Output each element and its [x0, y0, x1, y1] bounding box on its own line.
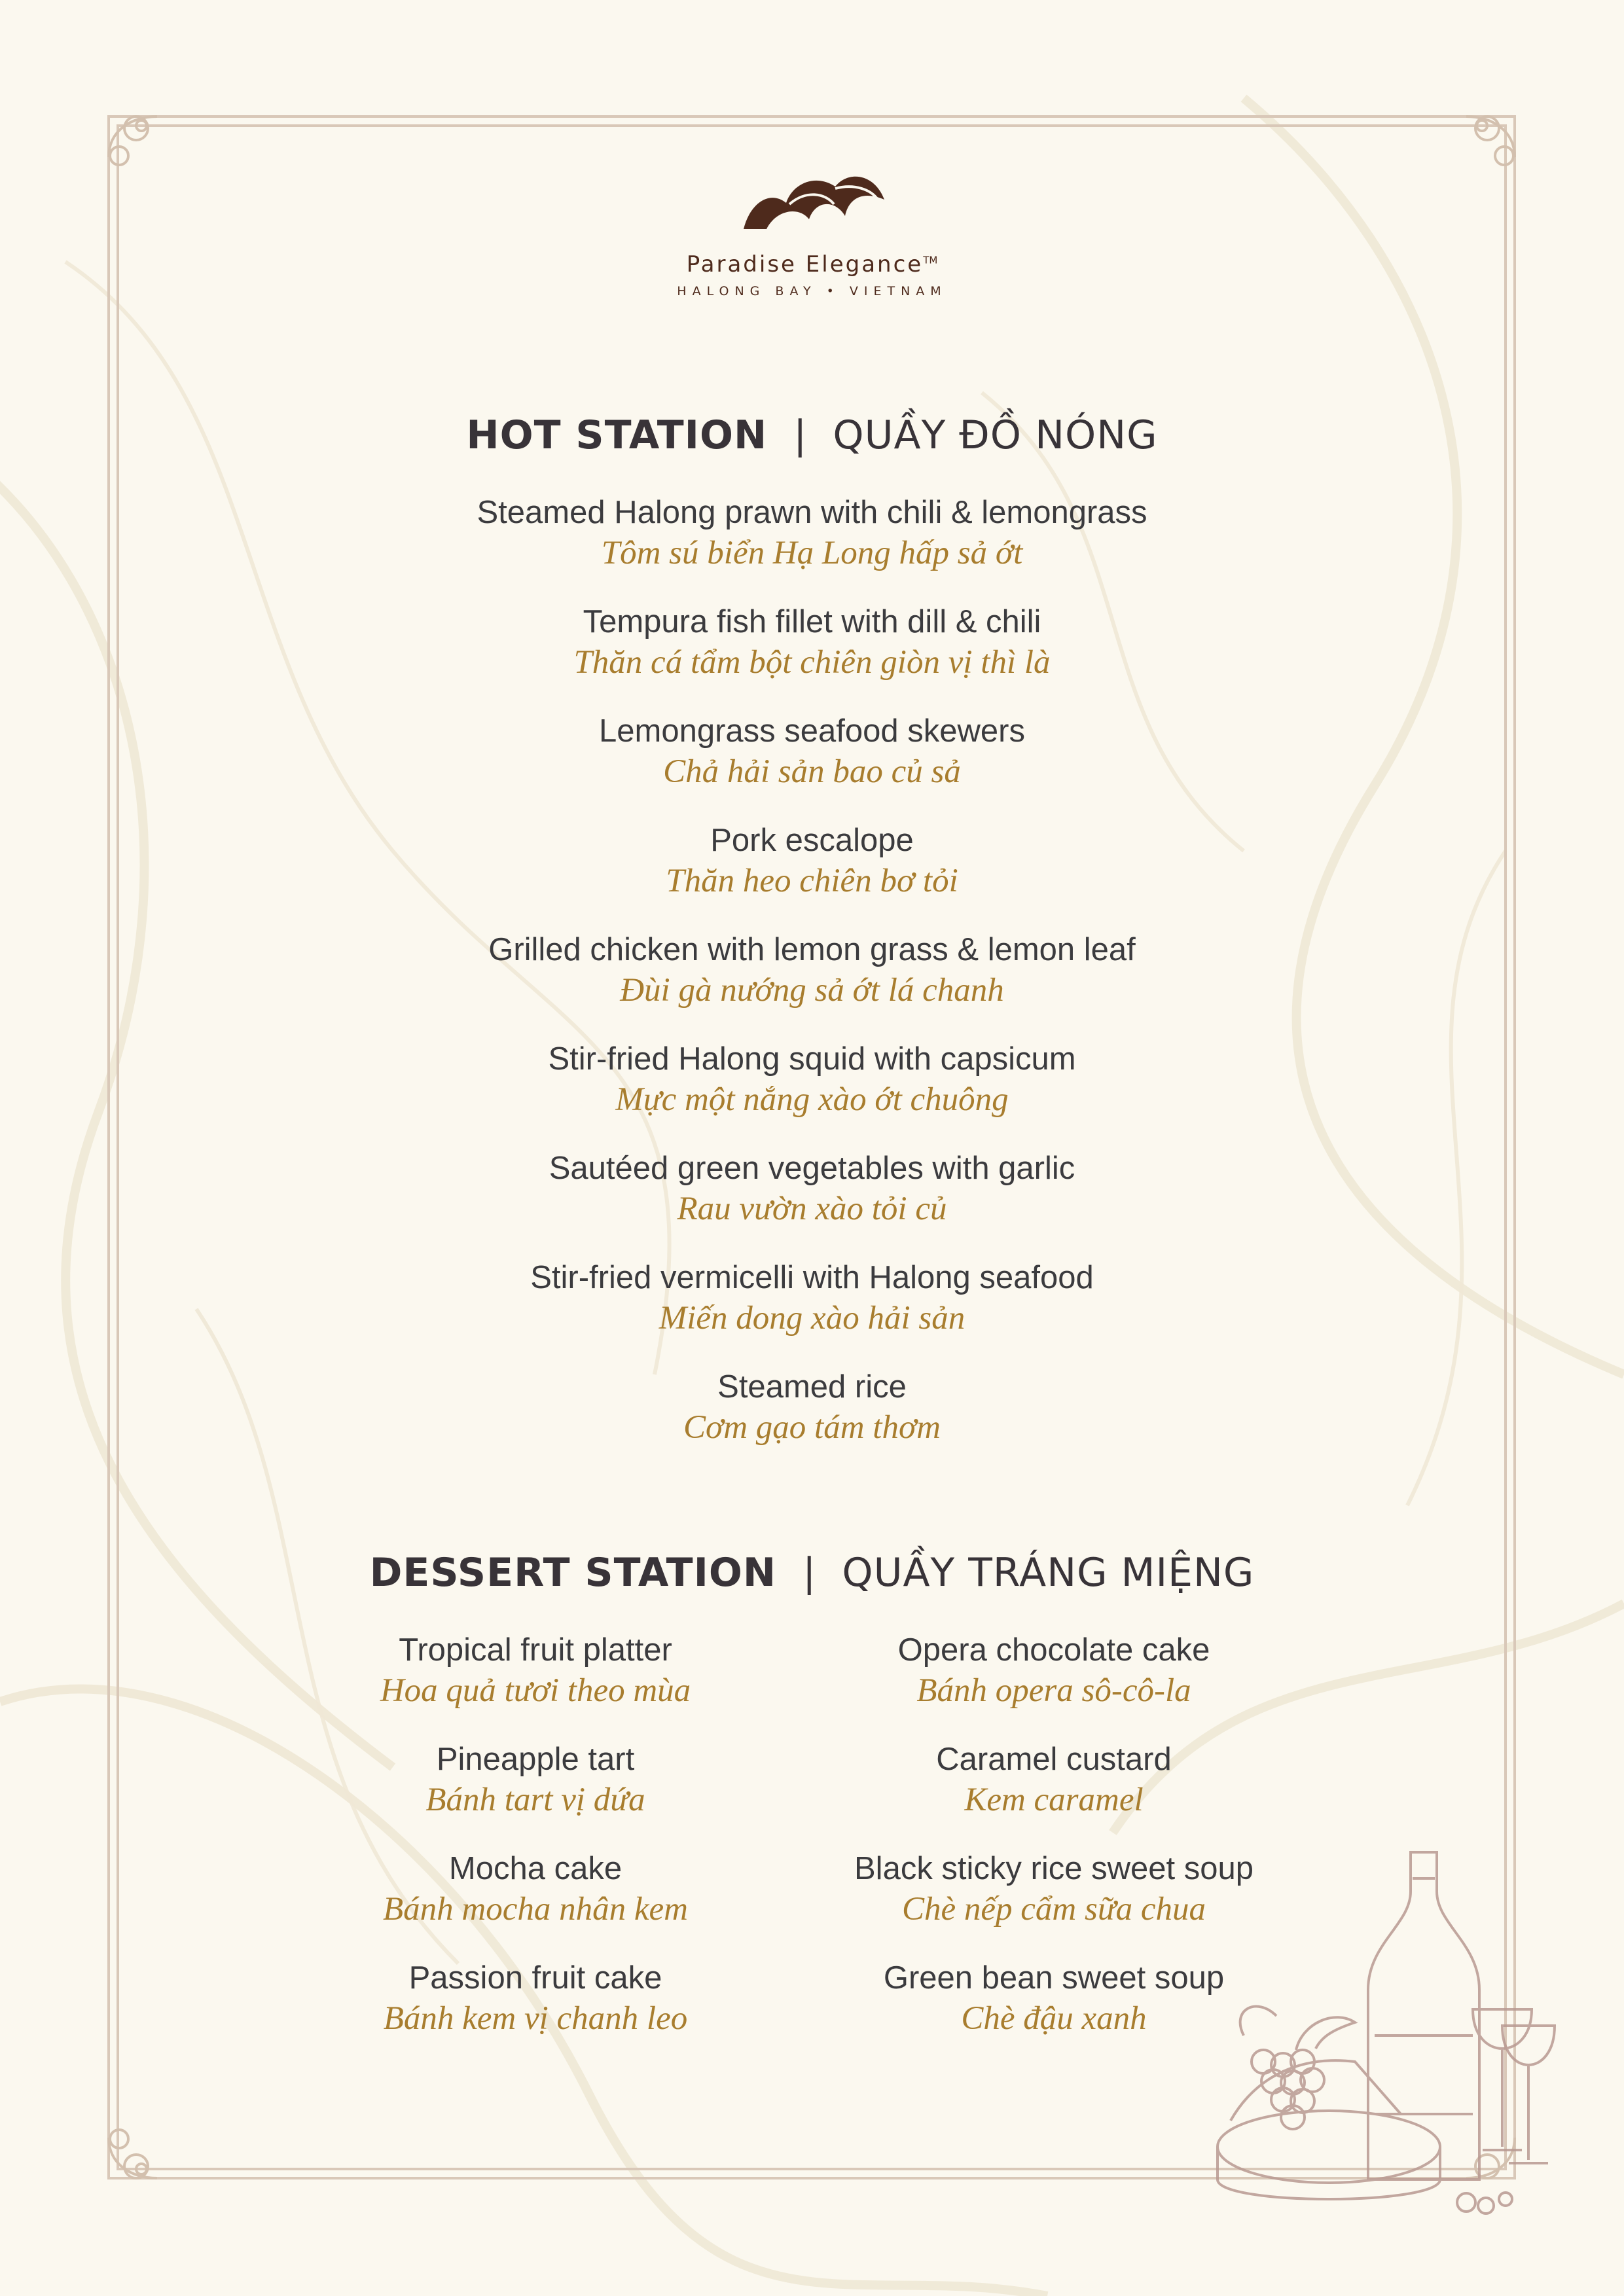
dessert-station-title-vi: QUẦY TRÁNG MIỆNG — [842, 1550, 1255, 1596]
menu-item — [0, 820, 1624, 929]
dish-name-vi: Hoa quả tươi theo mùa — [380, 1672, 691, 1709]
wave-logo-icon — [737, 164, 888, 236]
dish-name-en: Mocha cake — [448, 1851, 623, 1886]
hot-station-title-en: HOT STATION — [466, 412, 768, 458]
hot-station-menu — [0, 492, 1624, 1476]
dish-name-vi: Bánh opera sô-cô-la — [916, 1672, 1191, 1709]
dish-name-vi: Thăn cá tẩm bột chiên giòn vị thì là — [573, 644, 1051, 681]
dish-name-en: Steamed rice — [717, 1369, 907, 1405]
menu-item — [0, 1367, 1624, 1476]
menu-item — [0, 711, 1624, 820]
dish-name-vi: Chè đậu xanh — [961, 2000, 1147, 2037]
hot-station-heading — [0, 412, 1624, 458]
dish-name-en: Tempura fish fillet with dill & chili — [583, 604, 1041, 639]
heading-separator: | — [803, 1550, 816, 1596]
dish-name-en: Stir-fried vermicelli with Halong seafood — [530, 1260, 1094, 1295]
dish-name-en: Caramel custard — [936, 1742, 1172, 1777]
wine-cheese-illustration — [1204, 1839, 1571, 2232]
menu-item — [0, 1257, 1624, 1367]
dish-name-vi: Đùi gà nướng sả ớt lá chanh — [620, 972, 1004, 1009]
dish-name-en: Stir-fried Halong squid with capsicum — [548, 1041, 1076, 1077]
dessert-station-title-en: DESSERT STATION — [369, 1550, 777, 1596]
dish-name-vi: Chè nếp cẩm sữa chua — [901, 1891, 1206, 1928]
dish-name-en: Grilled chicken with lemon grass & lemon leaf — [488, 932, 1136, 967]
menu-item — [0, 1148, 1624, 1257]
dish-name-vi: Bánh kem vị chanh leo — [383, 2000, 688, 2037]
dish-name-vi: Mực một nắng xào ớt chuông — [615, 1081, 1009, 1118]
hot-station-title-vi: QUẦY ĐỒ NÓNG — [833, 412, 1158, 458]
dish-name-vi: Tôm sú biển Hạ Long hấp sả ớt — [601, 535, 1023, 571]
dish-name-en: Passion fruit cake — [408, 1960, 662, 1996]
dish-name-vi: Cơm gạo tám thơm — [683, 1409, 941, 1446]
menu-item — [727, 1739, 1381, 1848]
dish-name-en: Green bean sweet soup — [883, 1960, 1225, 1996]
menu-item — [0, 929, 1624, 1039]
brand-logo — [0, 164, 1624, 298]
heading-separator: | — [793, 412, 807, 458]
dish-name-vi: Miến dong xào hải sản — [659, 1300, 965, 1336]
dish-name-en: Lemongrass seafood skewers — [599, 713, 1025, 749]
dish-name-en: Black sticky rice sweet soup — [854, 1851, 1254, 1886]
dessert-station-heading — [0, 1550, 1624, 1596]
menu-item — [727, 1630, 1381, 1739]
brand-location: HALONG BAY • VIETNAM — [677, 284, 947, 298]
dish-name-vi: Bánh mocha nhân kem — [383, 1891, 688, 1928]
menu-item — [0, 601, 1624, 711]
dish-name-en: Pork escalope — [710, 823, 914, 858]
dish-name-en: Opera chocolate cake — [897, 1632, 1210, 1668]
brand-name: Paradise Elegance™ — [686, 251, 938, 278]
dish-name-vi: Bánh tart vị dứa — [425, 1782, 645, 1818]
menu-item — [0, 1039, 1624, 1148]
dish-name-vi: Rau vườn xào tỏi củ — [677, 1191, 947, 1227]
dish-name-en: Steamed Halong prawn with chili & lemongrass — [477, 495, 1147, 530]
dish-name-vi: Kem caramel — [964, 1782, 1144, 1818]
dish-name-en: Tropical fruit platter — [399, 1632, 672, 1668]
menu-item — [0, 492, 1624, 601]
dish-name-en: Sautéed green vegetables with garlic — [549, 1151, 1075, 1186]
dish-name-en: Pineapple tart — [436, 1742, 635, 1777]
dish-name-vi: Chả hải sản bao củ sả — [663, 753, 961, 790]
dish-name-vi: Thăn heo chiên bơ tỏi — [666, 863, 958, 899]
